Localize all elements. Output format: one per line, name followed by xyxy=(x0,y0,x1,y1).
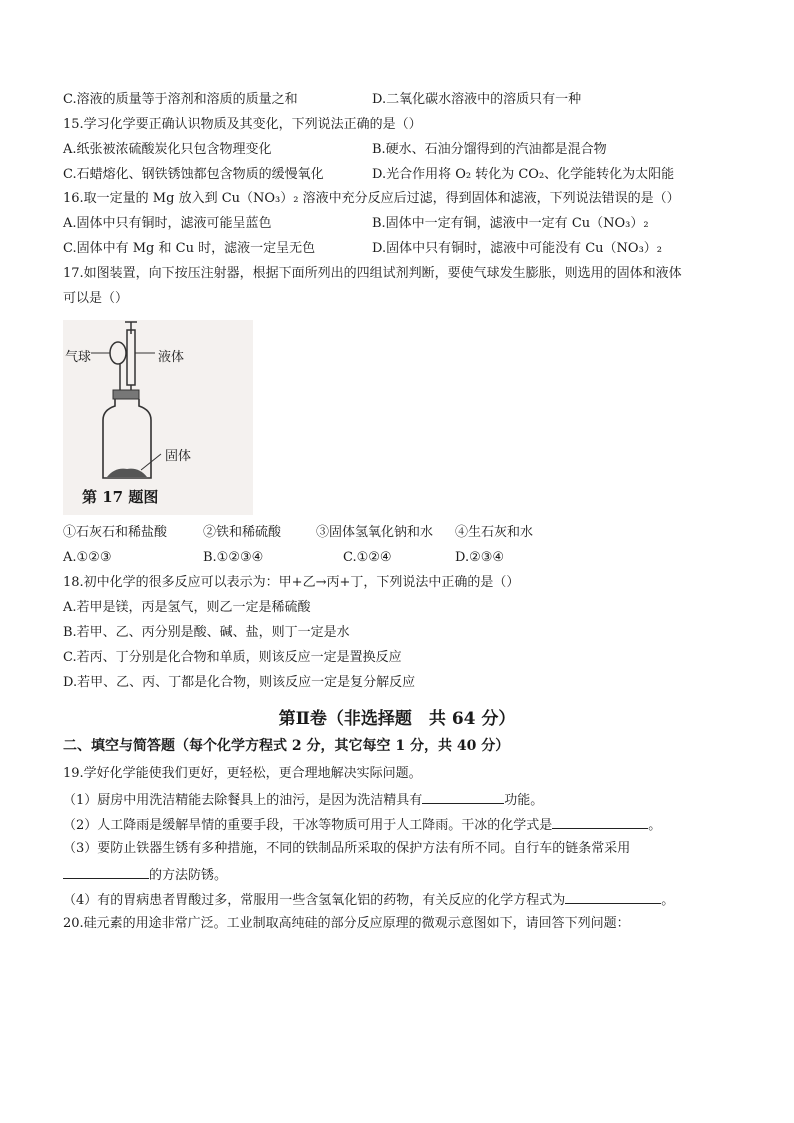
q17-reagent-4: ④生石灰和水 xyxy=(455,525,534,540)
figure-label-solid: 固体 xyxy=(165,449,192,464)
figure-caption: 第 17 题图 xyxy=(82,488,159,506)
q18-option-a: A.若甲是镁，丙是氢气，则乙一定是稀硫酸 xyxy=(63,600,311,615)
q19-sub3-tail: 的方法防锈。 xyxy=(149,868,228,883)
q15-option-b: B.硬水、石油分馏得到的汽油都是混合物 xyxy=(372,142,607,157)
q14-option-c: C.溶液的质量等于溶剂和溶质的质量之和 xyxy=(63,92,298,107)
q19-sub4-tail: 。 xyxy=(661,893,675,908)
q16-option-b: B.固体中一定有铜，滤液中一定有 Cu（NO₃）₂ xyxy=(372,216,649,231)
q19-sub4-blank[interactable] xyxy=(565,890,661,904)
q19-sub2 xyxy=(63,815,661,834)
q17-option-d: D.②③④ xyxy=(455,550,505,565)
q19-sub3-blank[interactable] xyxy=(63,865,149,879)
q16-option-c: C.固体中有 Mg 和 Cu 时，滤液一定呈无色 xyxy=(63,241,316,256)
q15-option-a: A.纸张被浓硫酸炭化只包含物理变化 xyxy=(63,142,272,157)
figure-label-balloon: 气球 xyxy=(65,346,91,365)
figure-label-liquid: 液体 xyxy=(158,350,185,365)
q19-sub2-blank[interactable] xyxy=(552,815,648,829)
q20-stem: 20.硅元素的用途非常广泛。工业制取高纯硅的部分反应原理的微观示意图如下，请回答下列问题： xyxy=(63,916,630,931)
q17-option-c: C.①②④ xyxy=(343,550,392,565)
q15-stem: 15.学习化学要正确认识物质及其变化，下列说法正确的是（） xyxy=(63,117,422,132)
q15-option-d: D.光合作用将 O₂ 转化为 CO₂、化学能转化为太阳能 xyxy=(372,167,675,182)
q19-sub2-tail: 。 xyxy=(648,818,662,833)
q19-sub1-blank[interactable] xyxy=(422,790,504,804)
q17-stem-line1: 17.如图装置，向下按压注射器，根据下面所列出的四组试剂判断，要使气球发生膨胀，则选用的固体和液体 xyxy=(63,266,682,281)
q19-stem: 19.学好化学能使我们更好，更轻松，更合理地解决实际问题。 xyxy=(63,766,422,781)
q16-option-a: A.固体中只有铜时，滤液可能呈蓝色 xyxy=(63,216,272,231)
q14-option-d: D.二氧化碳水溶液中的溶质只有一种 xyxy=(372,92,582,107)
q17-reagent-1: ①石灰石和稀盐酸 xyxy=(63,525,168,540)
q17-stem-line2: 可以是（） xyxy=(63,291,129,306)
q19-sub1-text: （1）厨房中用洗洁精能去除餐具上的油污，是因为洗洁精具有 xyxy=(63,793,423,808)
q19-sub3: （3）要防止铁器生锈有多种措施，不同的铁制品所采取的保护方法有所不同。自行车的链条常采用 xyxy=(63,841,631,856)
q18-option-d: D.若甲、乙、丙、丁都是化合物，则该反应一定是复分解反应 xyxy=(63,675,416,690)
q19-sub1-tail: 功能。 xyxy=(504,793,544,808)
q19-sub4 xyxy=(63,890,674,909)
section-heading: 二、填空与简答题（每个化学方程式 2 分，其它每空 1 分，共 40 分） xyxy=(63,738,510,754)
part2-title: 第Ⅱ卷（非选择题 共 64 分） xyxy=(278,709,516,729)
q17-option-a: A.①②③ xyxy=(63,550,112,565)
q19-sub3-cont xyxy=(63,865,227,884)
q16-option-d: D.固体中只有铜时，滤液中可能没有 Cu（NO₃）₂ xyxy=(372,241,662,256)
q17-reagent-3: ③固体氢氧化钠和水 xyxy=(316,525,434,540)
q18-option-b: B.若甲、乙、丙分别是酸、碱、盐，则丁一定是水 xyxy=(63,625,350,640)
q15-option-c: C.石蜡熔化、钢铁锈蚀都包含物质的缓慢氧化 xyxy=(63,167,324,182)
q18-stem: 18.初中化学的很多反应可以表示为：甲+乙→丙+丁，下列说法中正确的是（） xyxy=(63,575,520,590)
q17-option-b: B.①②③④ xyxy=(203,550,264,565)
q19-sub2-text: （2）人工降雨是缓解旱情的重要手段，干冰等物质可用于人工降雨。干冰的化学式是 xyxy=(63,818,553,833)
stopper xyxy=(113,390,139,399)
q19-sub1 xyxy=(63,790,543,809)
q17-reagent-2: ②铁和稀硫酸 xyxy=(203,525,282,540)
q16-stem: 16.取一定量的 Mg 放入到 Cu（NO₃）₂ 溶液中充分反应后过滤，得到固体和滤液，下列说法错误的是（） xyxy=(63,191,680,206)
q19-sub4-text: （4）有的胃病患者胃酸过多，常服用一些含氢氧化铝的药物，有关反应的化学方程式为 xyxy=(63,893,566,908)
q18-option-c: C.若丙、丁分别是化合物和单质，则该反应一定是置换反应 xyxy=(63,650,402,665)
